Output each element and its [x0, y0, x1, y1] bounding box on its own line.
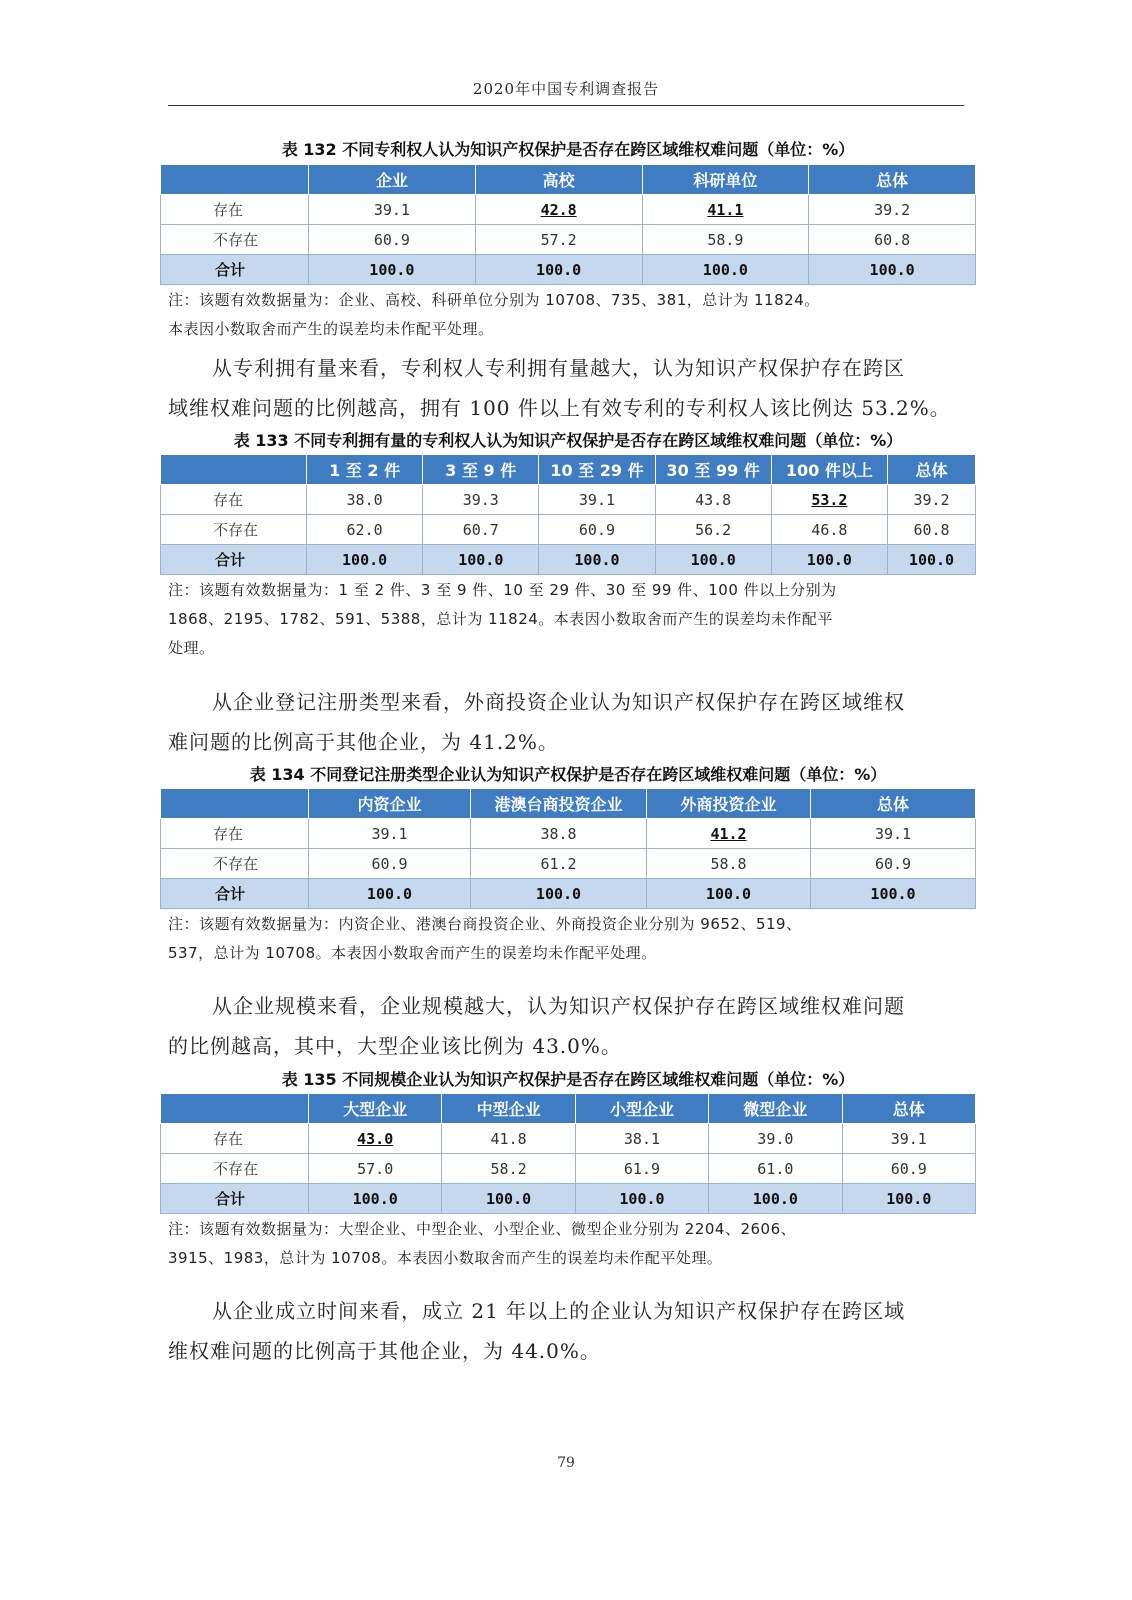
data-table-133 — [160, 454, 976, 575]
table-cell: 100.0 — [771, 545, 887, 575]
column-header: 1 至 2 件 — [307, 455, 423, 485]
note-line: 537，总计为 10708。本表因小数取舍而产生的误差均未作配平处理。 — [168, 944, 657, 962]
table-cell: 100.0 — [809, 255, 976, 285]
table-header-row — [161, 789, 976, 819]
body-paragraph — [168, 986, 968, 1066]
table-cell — [475, 195, 642, 225]
paragraph-line: 从企业成立时间来看，成立 21 年以上的企业认为知识产权保护存在跨区域 — [212, 1299, 906, 1323]
row-label: 合计 — [161, 1184, 309, 1214]
table-cell: 100.0 — [842, 1184, 975, 1214]
table-cell: 39.1 — [842, 1124, 975, 1154]
column-header: 10 至 29 件 — [539, 455, 655, 485]
table-row — [161, 515, 976, 545]
page-header: 2020年中国专利调查报告 — [168, 78, 964, 106]
column-header — [161, 789, 309, 819]
column-header: 港澳台商投资企业 — [471, 789, 647, 819]
table-header-row — [161, 455, 976, 485]
table-cell: 100.0 — [309, 255, 476, 285]
column-header: 外商投资企业 — [647, 789, 811, 819]
table-cell — [647, 819, 811, 849]
table-cell: 39.1 — [811, 819, 976, 849]
table-total-row — [161, 255, 976, 285]
note-line: 注：该题有效数据量为：大型企业、中型企业、小型企业、微型企业分别为 2204、2606、 — [168, 1220, 797, 1238]
table-note — [168, 1215, 976, 1273]
table-cell: 100.0 — [423, 545, 539, 575]
row-label: 存在 — [161, 485, 307, 515]
paragraph-line: 的比例越高，其中，大型企业该比例为 43.0%。 — [168, 1034, 622, 1058]
page-number: 79 — [557, 1455, 575, 1471]
column-header: 总体 — [811, 789, 976, 819]
table-cell: 60.9 — [539, 515, 655, 545]
table-row — [161, 195, 976, 225]
table-cell: 100.0 — [811, 879, 976, 909]
table-note — [168, 576, 976, 663]
table-cell: 100.0 — [642, 255, 809, 285]
table-cell: 46.8 — [771, 515, 887, 545]
table-cell: 58.9 — [642, 225, 809, 255]
table-cell: 61.9 — [575, 1154, 708, 1184]
column-header: 总体 — [809, 165, 976, 195]
table-row — [161, 819, 976, 849]
row-label: 不存在 — [161, 515, 307, 545]
table-cell: 39.2 — [809, 195, 976, 225]
table-total-row — [161, 1184, 976, 1214]
body-paragraph — [168, 682, 968, 762]
table-cell: 100.0 — [307, 545, 423, 575]
body-paragraph — [168, 348, 968, 428]
row-label: 不存在 — [161, 1154, 309, 1184]
table-cell: 100.0 — [309, 879, 471, 909]
highlighted-value: 53.2 — [811, 490, 848, 509]
column-header: 科研单位 — [642, 165, 809, 195]
highlighted-value: 41.1 — [707, 200, 744, 219]
table-cell: 58.2 — [442, 1154, 575, 1184]
column-header: 3 至 9 件 — [423, 455, 539, 485]
column-header: 总体 — [888, 455, 976, 485]
note-line: 1868、2195、1782、591、5388，总计为 11824。本表因小数取舍而产生的误差均未作配平 — [168, 610, 833, 628]
table-note — [168, 910, 976, 968]
table-cell: 39.0 — [709, 1124, 842, 1154]
highlighted-value: 42.8 — [540, 200, 577, 219]
table-cell: 38.0 — [307, 485, 423, 515]
table-cell: 38.8 — [471, 819, 647, 849]
table-note — [168, 286, 976, 344]
table-row — [161, 1124, 976, 1154]
column-header: 企业 — [309, 165, 476, 195]
table-cell: 60.9 — [842, 1154, 975, 1184]
row-label: 不存在 — [161, 849, 309, 879]
note-line: 本表因小数取舍而产生的误差均未作配平处理。 — [168, 320, 494, 338]
row-label: 存在 — [161, 195, 309, 225]
table-cell: 60.9 — [811, 849, 976, 879]
data-table-134 — [160, 788, 976, 909]
table-cell: 100.0 — [309, 1184, 442, 1214]
row-label: 合计 — [161, 545, 307, 575]
table-cell: 100.0 — [709, 1184, 842, 1214]
table-header-row — [161, 165, 976, 195]
body-paragraph — [168, 1291, 968, 1371]
table-cell: 39.1 — [309, 819, 471, 849]
table-cell: 39.1 — [309, 195, 476, 225]
table-caption: 表 133 不同专利拥有量的专利权人认为知识产权保护是否存在跨区域维权难问题（单位：%） — [233, 431, 903, 450]
table-cell: 43.8 — [655, 485, 771, 515]
table-caption: 表 135 不同规模企业认为知识产权保护是否存在跨区域维权难问题（单位：%） — [281, 1070, 855, 1089]
paragraph-first-line — [168, 348, 968, 388]
paragraph-line: 从专利拥有量来看，专利权人专利拥有量越大，认为知识产权保护存在跨区 — [212, 356, 905, 380]
table-cell: 60.8 — [809, 225, 976, 255]
column-header: 30 至 99 件 — [655, 455, 771, 485]
data-table-135 — [160, 1093, 976, 1214]
table-cell: 60.9 — [309, 225, 476, 255]
table-cell: 62.0 — [307, 515, 423, 545]
row-label: 合计 — [161, 255, 309, 285]
highlighted-value: 43.0 — [357, 1129, 394, 1148]
table-cell: 100.0 — [647, 879, 811, 909]
table-row — [161, 849, 976, 879]
table-row — [161, 485, 976, 515]
column-header: 总体 — [842, 1094, 975, 1124]
table-cell: 100.0 — [888, 545, 976, 575]
paragraph-line: 域维权难问题的比例越高，拥有 100 件以上有效专利的专利权人该比例达 53.2%。 — [168, 396, 951, 420]
table-cell — [642, 195, 809, 225]
table-cell: 57.2 — [475, 225, 642, 255]
paragraph-line: 从企业登记注册类型来看，外商投资企业认为知识产权保护存在跨区域维权 — [212, 690, 905, 714]
table-total-row — [161, 545, 976, 575]
paragraph-first-line — [168, 682, 968, 722]
row-label: 存在 — [161, 819, 309, 849]
note-line: 处理。 — [168, 639, 215, 657]
row-label: 合计 — [161, 879, 309, 909]
table-cell: 100.0 — [475, 255, 642, 285]
note-line: 3915、1983，总计为 10708。本表因小数取舍而产生的误差均未作配平处理。 — [168, 1249, 723, 1267]
note-line: 注：该题有效数据量为：内资企业、港澳台商投资企业、外商投资企业分别为 9652、519、 — [168, 915, 802, 933]
table-cell: 56.2 — [655, 515, 771, 545]
row-label: 存在 — [161, 1124, 309, 1154]
table-cell: 39.3 — [423, 485, 539, 515]
paragraph-first-line — [168, 1291, 968, 1331]
column-header — [161, 165, 309, 195]
table-row — [161, 225, 976, 255]
table-header-row — [161, 1094, 976, 1124]
paragraph-line: 从企业规模来看，企业规模越大，认为知识产权保护存在跨区域维权难问题 — [212, 994, 905, 1018]
table-cell: 61.2 — [471, 849, 647, 879]
table-caption: 表 134 不同登记注册类型企业认为知识产权保护是否存在跨区域维权难问题（单位：%） — [249, 765, 887, 784]
table-cell: 100.0 — [655, 545, 771, 575]
column-header: 高校 — [475, 165, 642, 195]
table-cell: 60.7 — [423, 515, 539, 545]
table-cell: 57.0 — [309, 1154, 442, 1184]
table-cell: 100.0 — [442, 1184, 575, 1214]
paragraph-first-line — [168, 986, 968, 1026]
highlighted-value: 41.2 — [710, 824, 747, 843]
column-header: 微型企业 — [709, 1094, 842, 1124]
table-cell: 61.0 — [709, 1154, 842, 1184]
table-row — [161, 1154, 976, 1184]
table-cell — [309, 1124, 442, 1154]
table-cell: 39.2 — [888, 485, 976, 515]
data-table-132 — [160, 164, 976, 285]
column-header: 内资企业 — [309, 789, 471, 819]
column-header: 中型企业 — [442, 1094, 575, 1124]
column-header — [161, 455, 307, 485]
column-header: 大型企业 — [309, 1094, 442, 1124]
table-cell: 38.1 — [575, 1124, 708, 1154]
note-line: 注：该题有效数据量为：1 至 2 件、3 至 9 件、10 至 29 件、30 至 99 件、100 件以上分别为 — [168, 581, 837, 599]
row-label: 不存在 — [161, 225, 309, 255]
table-caption: 表 132 不同专利权人认为知识产权保护是否存在跨区域维权难问题（单位：%） — [281, 140, 855, 159]
table-total-row — [161, 879, 976, 909]
paragraph-line: 维权难问题的比例高于其他企业，为 44.0%。 — [168, 1339, 601, 1363]
paragraph-line: 难问题的比例高于其他企业，为 41.2%。 — [168, 730, 559, 754]
table-cell: 100.0 — [471, 879, 647, 909]
table-cell: 100.0 — [539, 545, 655, 575]
table-cell — [771, 485, 887, 515]
note-line: 注：该题有效数据量为：企业、高校、科研单位分别为 10708、735、381，总计为 11824。 — [168, 291, 820, 309]
table-cell: 60.9 — [309, 849, 471, 879]
table-cell: 41.8 — [442, 1124, 575, 1154]
table-cell: 60.8 — [888, 515, 976, 545]
column-header: 100 件以上 — [771, 455, 887, 485]
table-cell: 39.1 — [539, 485, 655, 515]
table-cell: 100.0 — [575, 1184, 708, 1214]
table-cell: 58.8 — [647, 849, 811, 879]
column-header — [161, 1094, 309, 1124]
column-header: 小型企业 — [575, 1094, 708, 1124]
